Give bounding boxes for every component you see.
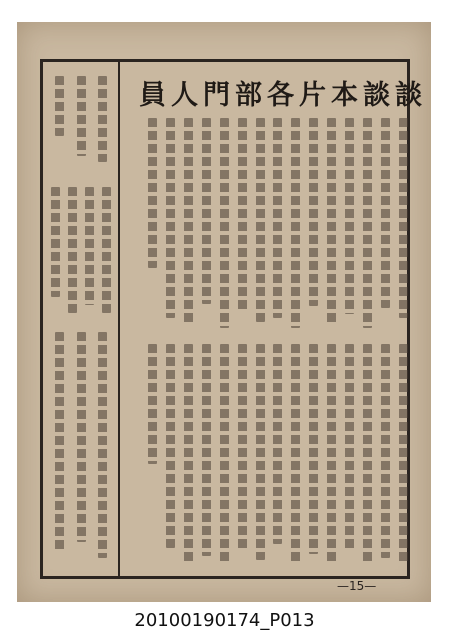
document-page xyxy=(17,22,431,602)
archive-caption: 20100190174_P013 xyxy=(134,610,315,631)
sidebar-text-top xyxy=(55,76,107,166)
column-divider xyxy=(118,62,120,576)
sidebar-text-bottom xyxy=(51,187,111,317)
page-headline: 談談本片各部門人員 xyxy=(139,79,427,111)
page-number: —15— xyxy=(337,579,377,593)
body-text-left xyxy=(148,344,408,569)
sidebar-text-lower xyxy=(55,332,107,562)
body-text-right xyxy=(148,118,408,332)
page-border-frame xyxy=(40,59,427,579)
